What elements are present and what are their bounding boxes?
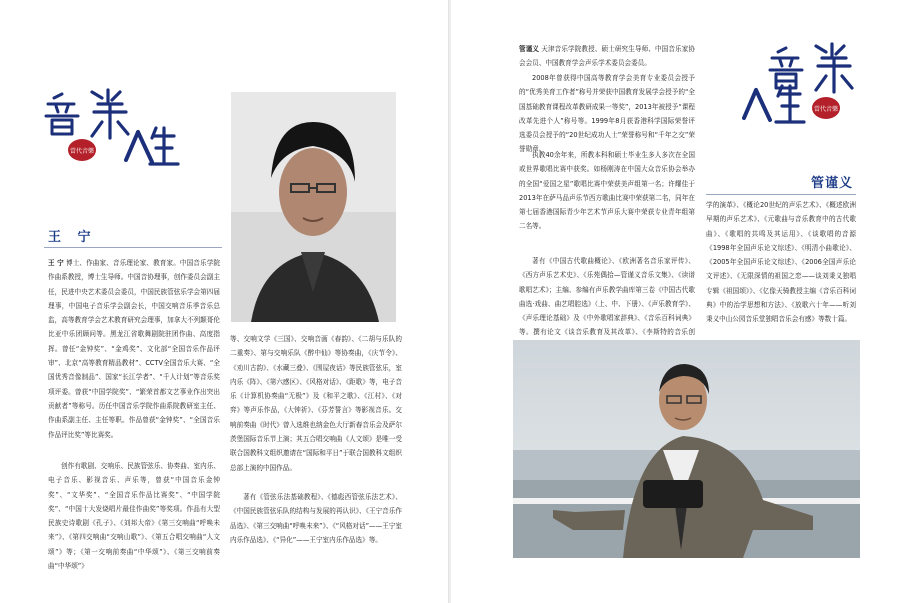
seal-stamp <box>812 97 840 119</box>
guan-jinyi-honors: 2008年曾获得中国高等教育学会美育专业委员会授予的“优秀美育工作者”称号并荣获中国教育发展学会授予的“全国基础教育课程改革教研成果一等奖”，2013年被授予“课程改革先进个人”称号等。1999年8月获香港科学国际荣誉评选委员会授予的“20世纪成功人士”荣誉称号和“千年之交”荣誉勋章。 <box>519 74 695 154</box>
guan-jinyi-teaching: 执教40余年来，所教本科和硕士毕业生多人多次在全国或世界歌唱比赛中获奖。如杨刚涛在中国大众音乐协会举办的全国“爱国之星”歌唱比赛中荣获美声组第一名；许耀佳于2013年在萨马品声乐节西方歌曲比赛中荣获第二名，同年在第七届香港国际青少年艺术节声乐大赛中荣获专业青年组第二名等。 <box>519 151 695 231</box>
portrait-photo-guan-jinyi <box>513 340 860 558</box>
artist-name-heading: 管谨义 <box>811 176 854 191</box>
wang-ning-works-continued: 等、交响文学《三国》、交响音画《春韵》、《二胡与乐队的二重奏》、第与交响乐队《醉中仙》等协奏曲，《庆节令》、《劝川古韵》、《水藏三叠》、《围屋夜话》等民族管弦乐，室内乐《阵》、《第六感区》、《风格对话》、《距歌》等，电子音乐《计算机协奏曲“无极”》及《和平之歌》、《江村》、《对弈》等声乐作品，《大钟祈》、《芬芳誓言》等影视音乐。交响前奏曲《时代》曾入选维也纳金色大厅新春音乐会及萨尔茨堡国际音乐节上演；其五合唱交响曲《人文颂》是唯一受联合国教科文组织邀请在“国际和平日”于联合国教科文组织总部上演的中国作品。 <box>230 335 402 472</box>
bio-text: 博士、作曲家、音乐理论家、教育家。中国音乐学院作曲系教授，博士生导师。中国音协理事，创作委员会副主任，民进中央艺术委员会委员，中国民族管弦乐学会第四届理事，中国电子音乐学会副会长，中国交响音乐季音乐总监，高等教育学会艺术教育研究会理事，加拿大不列颠哥伦比亚中乐团顾问等。黑龙江省歌舞剧院驻团作曲、高度指挥。曾任“金钟奖”、“金鸡奖”、文化部“全国音乐作品评审”、北京“高等教育精品教材”、CCTV全国音乐大赛、“全国优秀音像制品”、国家“长江学者”、“千人计划”等音乐奖项评委。曾获“中国学院奖”、“繁荣首都文艺事业作出突出贡献者”等称号。历任中国音乐学院作曲系院教研室主任、作曲系副主任、主任等职。作品曾获“金钟奖”、“全国音乐作品评比奖”等比赛奖。 <box>48 259 220 439</box>
guan-jinyi-writings-continued: 学的演革》、《概论20世纪的声乐艺术》、《概述欧洲早期的声乐艺术》、《元歌曲与音乐教育中的古代歌曲》、《歌唱的共鸣及其运用》、《谈歌唱的音源《1998年全国声乐论文综述》、《明清小曲歌论》、《2005年全国声乐论文综述》、《2006全国声乐论文评述》、《无限深情的祖国之恋——谈刘秉义独唱专辑《祖国颂》》、《亿像天骑教授主编《音乐百科词典》中的治学思想和方法》、《放歌六十年——听刘秉义中山公园音乐堂独唱音乐会有感》等数十篇。 <box>706 201 856 324</box>
heading-rule <box>706 194 856 195</box>
heading-rule <box>44 247 222 248</box>
bio-lead-name: 管谨义 <box>519 45 540 53</box>
guan-jinyi-bio <box>519 42 695 71</box>
wang-ning-works: 创作有歌剧、交响乐、民族管弦乐、协奏曲、室内乐、电子音乐、影视音乐、声乐等，曾获“中国音乐金钟奖”、“文华奖”、“全国音乐作品比赛奖”、“中国学院奖”、“中国十大发烧唱片最佳作曲奖”等奖项。作品有大型民族史诗歌剧《孔子》、《刘邦大帝》《第三交响曲“呼唤未来”》、《第四交响曲“交响山歌”》、《第五合唱交响曲“人文颂”》等；《第一交响前奏曲“中华颂”》、《第三交响前奏曲“中华颂”》 <box>48 462 220 571</box>
wang-ning-books: 著有《管弦乐法基础教程》、《德彪西管弦乐法艺术》、《中国民族管弦乐队的结构与发展的再认识》、《王宁音乐作品选》、《第三交响曲“呼唤未来”》、《“风格对话”——王宁室内乐作品选》、《“异化”——王宁室内乐作品选》等。 <box>230 493 402 544</box>
wang-ning-bio <box>48 256 220 442</box>
bio-lead-name: 王 宁 <box>48 259 64 267</box>
seal-text: 當代音樂 <box>69 148 95 155</box>
artist-name-heading: 王 宁 <box>48 230 97 245</box>
seal-text: 當代音樂 <box>813 106 839 113</box>
portrait-photo-wang-ning <box>231 92 396 322</box>
bio-text: 天津音乐学院教授、硕士研究生导师、中国音乐家协会会员、中国教育学会声乐学术委员会委员。 <box>519 45 696 68</box>
left-logo <box>42 88 182 178</box>
seal-stamp <box>68 139 96 161</box>
left-page <box>0 0 449 603</box>
right-logo <box>726 42 866 132</box>
guan-jinyi-writings: 著有《中国古代歌曲概论》、《欧洲著名音乐家评传》、《西方声乐艺术史》、《乐苑偶拾—管谨义音乐文集》、《读谱歌唱艺术》；主编、参编有声乐教学曲库第三卷《中国古代歌曲选·戏曲、曲艺唱腔选》（上、中、下册）、《声乐教育学》、《声乐理论基础》及《中外歌唱家辞典》、《音乐百科词典》等。撰有论文《谈音乐教育及其改革》、《李斯特的音乐创 <box>519 257 695 337</box>
right-page <box>451 0 900 603</box>
